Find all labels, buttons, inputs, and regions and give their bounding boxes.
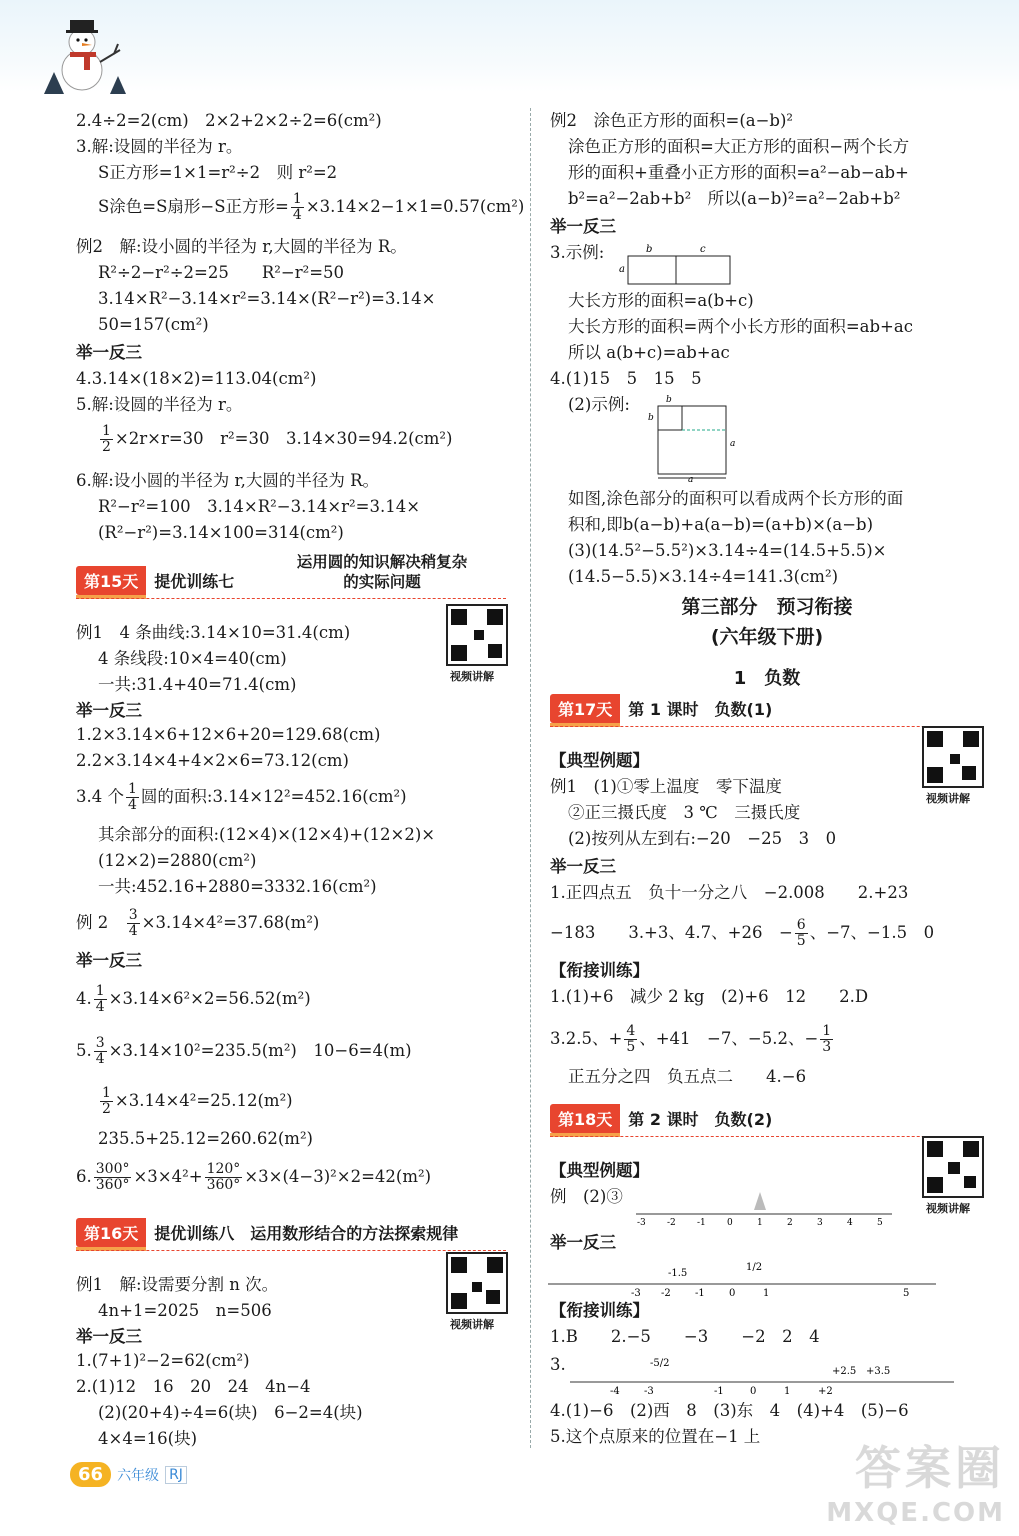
fraction xyxy=(126,782,139,813)
answer-line: 正五分之四 负五点二 4.−6 xyxy=(568,1067,807,1086)
tick-label: -2 xyxy=(661,1288,671,1299)
text: 圆的面积:3.14×12²=452.16(cm²) xyxy=(140,787,407,806)
day-title: 提优训练八 运用数形结合的方法探索规律 xyxy=(154,1223,459,1243)
text: ×2r×r=30 r²=30 3.14×30=94.2(cm²) xyxy=(114,429,453,448)
answer-line: (3)(14.5²−5.5²)×3.14÷4=(14.5+5.5)× xyxy=(568,541,887,560)
text: ×3×(4−3)²×2=42(m²) xyxy=(244,1167,432,1186)
text: 3.2.5、+ xyxy=(550,1029,623,1048)
section-heading: 【典型例题】 xyxy=(550,751,649,770)
numerator: 4 xyxy=(626,1023,636,1039)
answer-line: 2.2×3.14×4+4×2×6=73.12(cm) xyxy=(76,751,349,770)
label-a: a xyxy=(730,439,736,449)
label-b: b xyxy=(666,395,672,405)
tick-label: 1 xyxy=(784,1386,791,1397)
denominator: 4 xyxy=(95,1051,105,1067)
page-number: 66 xyxy=(70,1462,111,1487)
fraction xyxy=(795,918,808,949)
section-heading: 【衔接训练】 xyxy=(550,1301,649,1320)
answer-line: 4.(1)15 5 15 5 xyxy=(550,369,702,388)
day16-header xyxy=(76,1218,458,1246)
text: 5. xyxy=(76,1041,92,1060)
answer-line: 1.2×3.14×6+12×6+20=129.68(cm) xyxy=(76,725,381,744)
small-square xyxy=(658,406,682,430)
tick-label: -3 xyxy=(644,1386,654,1397)
tick-label: -3 xyxy=(631,1288,641,1299)
fraction xyxy=(100,1086,113,1117)
denominator: 4 xyxy=(292,207,302,223)
fraction xyxy=(94,984,107,1015)
answer-line xyxy=(76,780,407,814)
day15-topic xyxy=(262,552,502,592)
watermark-url: MXQE.COM xyxy=(826,1498,1005,1528)
answer-line: 6.解:设小圆的半径为 r,大圆的半径为 R。 xyxy=(76,471,380,490)
answer-line xyxy=(76,1084,293,1118)
section-heading: 【典型例题】 xyxy=(550,1161,649,1180)
answer-line: 4 条线段:10×4=40(cm) xyxy=(98,649,287,668)
numerator: 1 xyxy=(102,423,111,439)
label-b: b xyxy=(648,413,654,423)
section-heading: 举一反三 xyxy=(550,857,616,876)
tick-label: -1 xyxy=(714,1386,724,1397)
example-heading: 例1 (1)①零上温度 零下温度 xyxy=(550,777,782,796)
answer-line: (12×2)=2880(cm²) xyxy=(98,851,257,870)
point-label: +2.5 xyxy=(832,1366,857,1377)
denominator: 5 xyxy=(796,933,806,949)
page-footer xyxy=(70,1462,187,1487)
answer-line: 大长方形的面积=a(b+c) xyxy=(568,291,754,310)
answer-line: 大长方形的面积=两个小长方形的面积=ab+ac xyxy=(568,317,913,336)
answer-line: 4.(1)−6 (2)西 8 (3)东 4 (4)+4 (5)−6 xyxy=(550,1401,909,1420)
day-badge: 第18天 xyxy=(550,1104,620,1133)
example-heading: 例2 涂色正方形的面积=(a−b)² xyxy=(550,111,794,130)
answer-line: (2)(20+4)÷4=6(块) 6−2=4(块) xyxy=(98,1403,363,1422)
tick-label: 0 xyxy=(750,1386,757,1397)
answer-line xyxy=(76,1160,431,1194)
big-rectangle xyxy=(628,256,730,284)
text: 例 2 xyxy=(76,913,109,932)
denominator: 4 xyxy=(95,999,105,1015)
answer-line: 4n+1=2025 n=506 xyxy=(98,1301,272,1320)
numerator: 120° xyxy=(206,1161,241,1177)
part-subtitle: (六年级下册) xyxy=(710,626,824,648)
day18-header xyxy=(550,1104,772,1132)
answer-line xyxy=(550,916,934,950)
answer-line: ②正三摄氏度 3 ℃ 三摄氏度 xyxy=(568,803,801,822)
text: ×3.14×10²=235.5(m²) 10−6=4(m) xyxy=(108,1041,412,1060)
section-heading: 举一反三 xyxy=(550,1233,616,1252)
fraction xyxy=(100,424,113,455)
section-heading: 举一反三 xyxy=(76,343,142,362)
numerator: 1 xyxy=(128,781,137,797)
example-heading: 例1 解:设需要分割 n 次。 xyxy=(76,1275,279,1294)
number-line-3 xyxy=(570,1354,958,1398)
numerator: 1 xyxy=(102,1085,111,1101)
answer-line: 所以 a(b+c)=ab+ac xyxy=(568,343,730,362)
answer-line: 1.(7+1)²−2=62(cm²) xyxy=(76,1351,250,1370)
tick-label: 3 xyxy=(817,1218,823,1228)
answer-line: 4.3.14×(18×2)=113.04(cm²) xyxy=(76,369,317,388)
tick-label: -3 xyxy=(637,1218,646,1228)
text: S涂色=S扇形−S正方形= xyxy=(98,197,289,216)
tick-label: -1 xyxy=(697,1218,706,1228)
answer-line: (R²−r²)=3.14×100=314(cm²) xyxy=(98,523,344,542)
answer-line: (2)示例: xyxy=(568,395,630,414)
fraction xyxy=(291,192,304,223)
text: ×3.14×4²=25.12(m²) xyxy=(114,1091,293,1110)
day-badge: 第15天 xyxy=(76,566,146,595)
text: −183 3.+3、4.7、+26 − xyxy=(550,923,793,942)
point-label: -5/2 xyxy=(650,1358,670,1369)
divider xyxy=(550,1136,980,1137)
tick-label: 0 xyxy=(729,1288,736,1299)
answer-line: 1.(1)+6 减少 2 kg (2)+6 12 2.D xyxy=(550,987,869,1006)
qr-caption: 视频讲解 xyxy=(450,1318,494,1331)
qr-caption: 视频讲解 xyxy=(450,670,494,683)
tick-label: 4 xyxy=(847,1218,853,1228)
answer-line xyxy=(76,422,453,456)
tick-label: 1 xyxy=(763,1288,770,1299)
qr-code-icon[interactable] xyxy=(446,604,508,666)
text: 4. xyxy=(76,989,92,1008)
label-a: a xyxy=(619,264,625,275)
tree-icon xyxy=(754,1192,766,1210)
denominator: 360° xyxy=(206,1177,241,1193)
square-diagram xyxy=(646,394,740,486)
answer-line: 一共:31.4+40=71.4(cm) xyxy=(98,675,297,694)
day-title: 提优训练七 xyxy=(154,571,235,591)
divider xyxy=(550,726,980,727)
tick-label: 0 xyxy=(727,1218,733,1228)
answer-line: 3.示例: xyxy=(550,243,605,262)
header-band xyxy=(0,0,1019,92)
answer-line: 2.4÷2=2(cm) 2×2+2×2÷2=6(cm²) xyxy=(76,111,382,130)
answer-line: 3.14×R²−3.14×r²=3.14×(R²−r²)=3.14× xyxy=(98,289,436,308)
denominator: 4 xyxy=(128,923,138,939)
answer-line: 3.解:设圆的半径为 r。 xyxy=(76,137,243,156)
label-c: c xyxy=(700,244,706,255)
topic-line: 运用圆的知识解决稍复杂 xyxy=(296,553,468,571)
answer-line: R²÷2−r²÷2=25 R²−r²=50 xyxy=(98,263,345,282)
text: 3.4 个 xyxy=(76,787,124,806)
answer-line: 积和,即b(a−b)+a(a−b)=(a+b)×(a−b) xyxy=(568,515,874,534)
text: 6. xyxy=(76,1167,92,1186)
grade-label: 六年级 xyxy=(117,1467,160,1484)
answer-line: S正方形=1×1=r²÷2 则 r²=2 xyxy=(98,163,338,182)
numerator: 3 xyxy=(95,1035,105,1051)
section-heading: 举一反三 xyxy=(550,217,616,236)
answer-line: 3. xyxy=(550,1355,566,1374)
answer-line: 其余部分的面积:(12×4)×(12×4)+(12×2)× xyxy=(98,825,436,844)
answer-line: 5.解:设圆的半径为 r。 xyxy=(76,395,243,414)
label-a: a xyxy=(688,475,694,485)
watermark xyxy=(826,1432,1005,1528)
qr-code-icon[interactable] xyxy=(922,726,984,788)
tick-label: 1 xyxy=(757,1218,763,1228)
divider xyxy=(76,598,506,599)
answer-line: (14.5−5.5)×3.14÷4=141.3(cm²) xyxy=(568,567,839,586)
watermark-text: 答案圈 xyxy=(855,1441,1005,1495)
label-b: b xyxy=(646,244,653,255)
section-heading: 举一反三 xyxy=(76,1327,142,1346)
number-line-2 xyxy=(548,1256,940,1300)
fraction xyxy=(820,1024,833,1055)
answer-line: (2)按列从左到右:−20 −25 3 0 xyxy=(568,829,837,848)
denominator: 2 xyxy=(102,439,111,455)
answer-line: 形的面积+重叠小正方形的面积=a²−ab−ab+ xyxy=(568,163,909,182)
answer-line xyxy=(550,1022,835,1056)
divider xyxy=(76,1250,506,1251)
answer-line: 50=157(cm²) xyxy=(98,315,209,334)
example-heading: 例 (2)③ xyxy=(550,1187,623,1206)
example-heading: 例2 解:设小圆的半径为 r,大圆的半径为 R。 xyxy=(76,237,407,256)
example-heading: 例1 4 条曲线:3.14×10=31.4(cm) xyxy=(76,623,351,642)
tick-label: 5 xyxy=(903,1288,910,1299)
numerator: 1 xyxy=(292,191,302,207)
text: 、−7、−1.5 0 xyxy=(809,923,935,942)
denominator: 360° xyxy=(95,1177,130,1193)
day-title: 第 1 课时 负数(1) xyxy=(628,699,773,719)
numerator: 3 xyxy=(128,907,138,923)
answer-line xyxy=(76,190,524,224)
answer-line: b²=a²−2ab+b² 所以(a−b)²=a²−2ab+b² xyxy=(568,189,901,208)
tick-label: +2 xyxy=(818,1386,833,1397)
numerator: 300° xyxy=(95,1161,130,1177)
numerator: 1 xyxy=(95,983,105,999)
unit-title: 1 负数 xyxy=(733,668,801,689)
answer-line: 涂色正方形的面积=大正方形的面积−两个长方 xyxy=(568,137,910,156)
answer-line: R²−r²=100 3.14×R²−3.14×r²=3.14× xyxy=(98,497,421,516)
text: ×3.14×2−1×1=0.57(cm²) xyxy=(305,197,525,216)
tick-label: -1 xyxy=(695,1288,705,1299)
answer-line: 一共:452.16+2880=3332.16(cm²) xyxy=(98,877,377,896)
answer-line: 235.5+25.12=260.62(m²) xyxy=(98,1129,313,1148)
answer-line: 2.(1)12 16 20 24 4n−4 xyxy=(76,1377,311,1396)
tick-label: -2 xyxy=(667,1218,676,1228)
text: 、+41 −7、−5.2、− xyxy=(639,1029,819,1048)
example-heading xyxy=(76,906,319,940)
denominator: 2 xyxy=(102,1101,111,1117)
topic-line: 的实际问题 xyxy=(343,573,421,591)
point-label: -1.5 xyxy=(668,1268,688,1279)
text: ×3.14×4²=37.68(m²) xyxy=(141,913,320,932)
edition-label: RJ xyxy=(165,1466,187,1484)
denominator: 5 xyxy=(626,1039,636,1055)
qr-code-icon[interactable] xyxy=(922,1136,984,1198)
answer-line: 如图,涂色部分的面积可以看成两个长方形的面 xyxy=(568,489,904,508)
tick-label: -4 xyxy=(610,1386,620,1397)
day17-header xyxy=(550,694,772,722)
column-divider xyxy=(530,108,531,1448)
snowman-icon xyxy=(40,12,130,94)
day-title: 第 2 课时 负数(2) xyxy=(628,1109,773,1129)
numerator: 6 xyxy=(796,917,806,933)
answer-line: 4×4=16(块) xyxy=(98,1429,198,1448)
qr-code-icon[interactable] xyxy=(446,1252,508,1314)
day-badge: 第16天 xyxy=(76,1218,146,1247)
fraction xyxy=(205,1162,243,1193)
part-title: 第三部分 预习衔接 xyxy=(681,596,853,618)
rectangle-diagram xyxy=(618,242,738,288)
point-label: 1/2 xyxy=(746,1262,763,1273)
point-label: +3.5 xyxy=(866,1366,891,1377)
fraction xyxy=(94,1162,132,1193)
fraction xyxy=(127,908,140,939)
denominator: 4 xyxy=(128,797,137,813)
qr-caption: 视频讲解 xyxy=(926,792,970,805)
answer-line xyxy=(76,982,311,1016)
answer-line: 1.B 2.−5 −3 −2 2 4 xyxy=(550,1327,820,1346)
text: ×3.14×6²×2=56.52(m²) xyxy=(108,989,311,1008)
denominator: 3 xyxy=(822,1039,832,1055)
answer-line: 5.这个点原来的位置在−1 上 xyxy=(550,1427,761,1446)
fraction xyxy=(94,1036,107,1067)
number-line-1 xyxy=(636,1188,898,1228)
day-badge: 第17天 xyxy=(550,694,620,723)
fraction xyxy=(624,1024,637,1055)
section-heading: 举一反三 xyxy=(76,701,142,720)
qr-caption: 视频讲解 xyxy=(926,1202,970,1215)
numerator: 1 xyxy=(822,1023,832,1039)
day15-header xyxy=(76,566,234,594)
answer-line xyxy=(76,1034,412,1068)
text: ×3×4²+ xyxy=(133,1167,203,1186)
answer-line: 1.正四点五 负十一分之八 −2.008 2.+23 xyxy=(550,883,909,902)
section-heading: 【衔接训练】 xyxy=(550,961,649,980)
tick-label: 2 xyxy=(787,1218,793,1228)
tick-label: 5 xyxy=(877,1218,883,1228)
section-heading: 举一反三 xyxy=(76,951,142,970)
